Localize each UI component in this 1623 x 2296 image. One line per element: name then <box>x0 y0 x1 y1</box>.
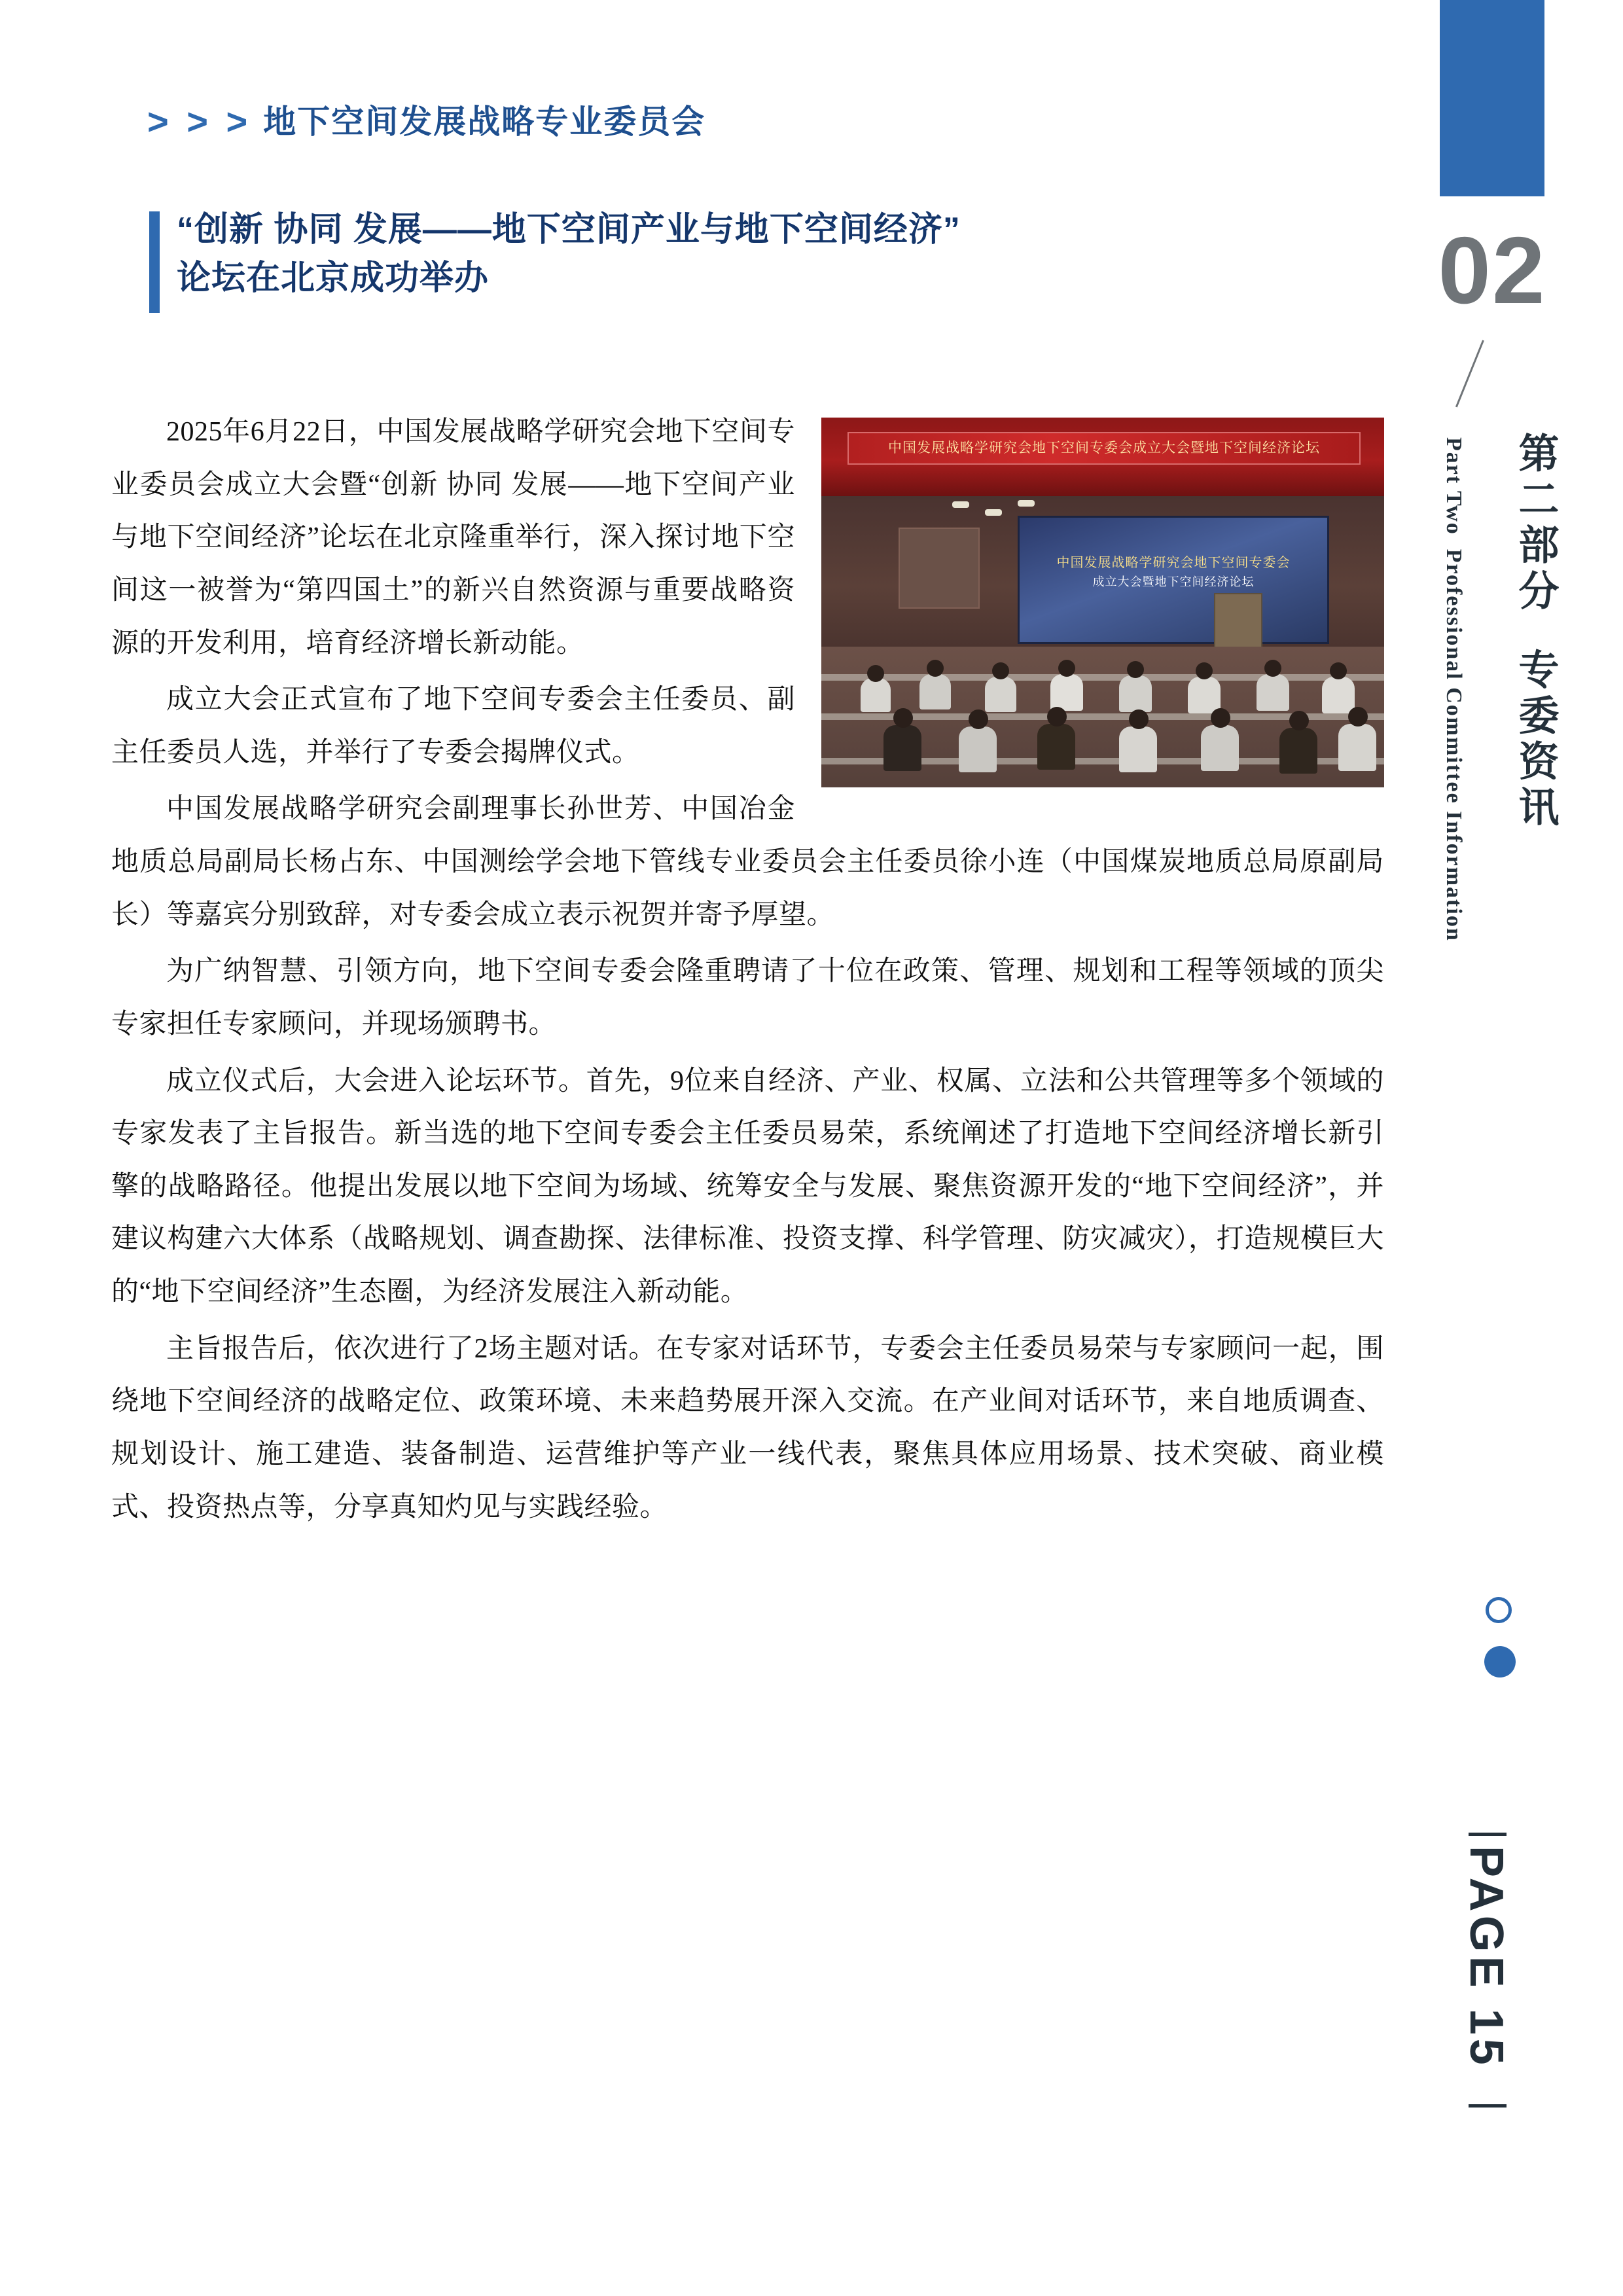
photo-attendee-head <box>969 709 988 729</box>
photo-screen-line-1: 中国发展战略学研究会地下空间专委会 <box>1056 556 1291 570</box>
article-paragraph: 为广纳智慧、引领方向，地下空间专委会隆重聘请了十位在政策、管理、规划和工程等领域的顶尖专家担任专家顾问，并现场颁聘书。 <box>111 956 1384 1039</box>
section-kicker <box>147 103 705 140</box>
photo-attendee-head <box>1211 708 1230 728</box>
photo-attendee <box>1119 726 1157 772</box>
photo-attendee <box>1338 724 1376 771</box>
photo-attendee-head <box>1127 661 1144 678</box>
photo-ceiling-light <box>1018 500 1035 507</box>
photo-attendee-head <box>1264 660 1281 677</box>
circle-filled-icon <box>1484 1646 1516 1677</box>
circle-outline-icon <box>1486 1597 1512 1623</box>
photo-projection-screen <box>1018 516 1329 644</box>
photo-side-panel <box>899 528 980 609</box>
section-number: 02 <box>1438 217 1546 323</box>
photo-attendee-head <box>1047 707 1067 726</box>
photo-attendee <box>883 725 921 771</box>
photo-attendee <box>919 674 951 709</box>
kicker-label: 地下空间发展战略专业委员会 <box>263 103 706 140</box>
title-line-2: 论坛在北京成功举办 <box>177 259 490 297</box>
photo-ceiling-light <box>985 509 1002 516</box>
photo-attendee <box>959 726 997 772</box>
photo-table-row <box>821 674 1384 681</box>
photo-attendee <box>985 677 1016 712</box>
photo-attendee-head <box>1348 707 1368 726</box>
page-number-tick-top <box>1469 1833 1507 1836</box>
photo-attendee-head <box>867 665 884 682</box>
rail-slash-divider <box>1455 340 1484 407</box>
photo-attendee <box>1257 674 1289 711</box>
article-paragraph: 成立仪式后，大会进入论坛环节。首先，9位来自经济、产业、权属、立法和公共管理等多个领域的专家发表了主旨报告。新当选的地下空间专委会主任委员易荣，系统阐述了打造地下空间经济增长新引擎的战略路径。他提出发展以地下空间为场域、统筹安全与发展、聚焦资源开发的“地下空间经济”，并建议构建六大体系（战略规划、调查勘探、法律标准、投资支撑、科学管理、防灾减灾），打造规模巨大的“地下空间经济”生态圈，为经济发展注入新动能。 <box>111 1066 1384 1307</box>
photo-attendee <box>1322 677 1355 713</box>
photo-attendee-head <box>1289 711 1309 730</box>
article-paragraph: 2025年6月22日，中国发展战略学研究会地下空间专业委员会成立大会暨“创新 协同 发展——地下空间产业与地下空间经济”论坛在北京隆重举行，深入探讨地下空间这一被誉为“第四国土”的新兴自然资源与重要战略资源的开发利用，培育经济增长新动能。 <box>111 417 795 658</box>
photo-attendee-head <box>1129 709 1149 729</box>
article-paragraph: 中国发展战略学研究会副理事长孙世芳、中国冶金地质总局副局长杨占东、中国测绘学会地下管线专业委员会主任委员徐小连（中国煤炭地质总局原副局长）等嘉宾分别致辞，对专委会成立表示祝贺并寄予厚望。 <box>111 794 1384 930</box>
photo-attendee <box>1037 724 1075 770</box>
photo-attendee <box>861 678 891 712</box>
page-number-tick-bottom <box>1469 2104 1507 2108</box>
photo-attendee-head <box>893 708 913 728</box>
page-number: PAGE 15 <box>1460 1846 1512 2069</box>
photo-attendee <box>1050 674 1083 711</box>
photo-attendee <box>1188 677 1221 713</box>
photo-attendee-head <box>1196 662 1213 679</box>
conference-photo <box>821 418 1384 787</box>
photo-attendee <box>1279 728 1317 774</box>
photo-attendee-head <box>1330 662 1347 679</box>
photo-attendee-head <box>927 660 944 677</box>
section-part-label-en: Part Two Professional Committee Information <box>1442 437 1466 942</box>
article-body <box>111 406 1384 1537</box>
chevron-triple-icon: > > > <box>147 101 252 142</box>
photo-stage-banner: 中国发展战略学研究会地下空间专委会成立大会暨地下空间经济论坛 <box>847 432 1361 465</box>
photo-attendee-head <box>1058 660 1075 677</box>
photo-attendee <box>1119 675 1152 712</box>
photo-attendee <box>1201 725 1239 771</box>
page-title <box>149 206 1289 303</box>
article-paragraph: 成立大会正式宣布了地下空间专委会主任委员、副主任委员人选，并举行了专委会揭牌仪式。 <box>111 685 795 768</box>
photo-podium <box>1214 593 1262 652</box>
title-accent-bar <box>149 211 160 313</box>
photo-ceiling-light <box>952 501 969 508</box>
rail-top-bar <box>1440 0 1544 196</box>
title-line-1: “创新 协同 发展——地下空间产业与地下空间经济” <box>177 211 961 249</box>
photo-screen-line-2: 成立大会暨地下空间经济论坛 <box>1092 575 1255 588</box>
article-paragraph: 主旨报告后，依次进行了2场主题对话。在专家对话环节，专委会主任委员易荣与专家顾问一起，围绕地下空间经济的战略定位、政策环境、未来趋势展开深入交流。在产业间对话环节，来自地质调查、规划设计、施工建造、装备制造、运营维护等产业一线代表，聚焦具体应用场景、技术突破、商业模式、投资热点等，分享真知灼见与实践经验。 <box>111 1333 1384 1522</box>
photo-attendee-head <box>992 662 1009 679</box>
section-part-label-cn: 第二部分 专委资讯 <box>1512 432 1558 832</box>
